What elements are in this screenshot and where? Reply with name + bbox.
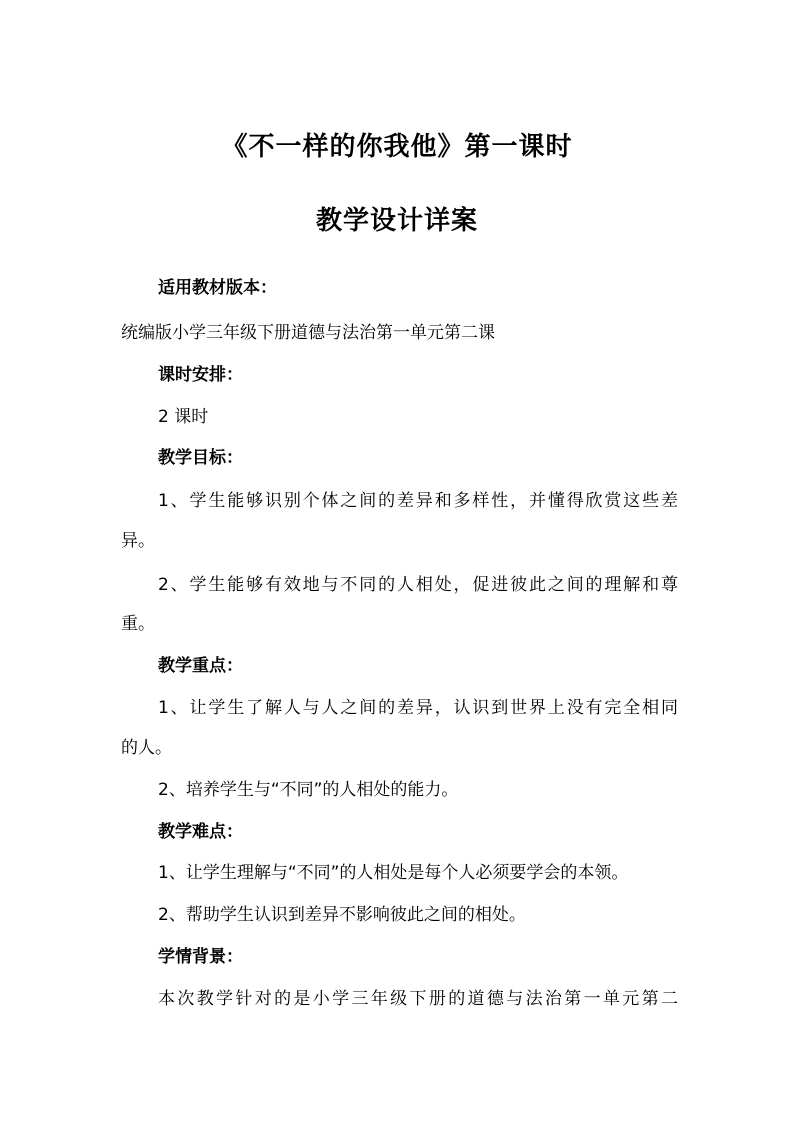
difficulties-heading: 教学难点： [158,822,243,842]
objective-item-1-line-2: 异。 [121,531,155,551]
difficulty-item-2: 2、帮助学生认识到差异不影响彼此之间的相处。 [158,905,526,925]
key-point-item-1-line-2: 的人。 [121,738,172,758]
objective-item-1-line-1: 1、学生能够识别个体之间的差异和多样性，并懂得欣赏这些差 [158,491,678,511]
document-title: 《不一样的你我他》第一课时 [221,132,573,162]
objectives-heading: 教学目标： [158,448,243,468]
textbook-content: 统编版小学三年级下册道德与法治第一单元第二课 [121,323,495,343]
key-point-item-1-line-1: 1、让学生了解人与人之间的差异，认识到世界上没有完全相同 [158,698,678,718]
key-points-heading: 教学重点： [158,656,243,676]
schedule-heading: 课时安排： [158,365,243,385]
objective-item-2-line-2: 重。 [121,614,155,634]
schedule-content: 2 课时 [158,407,209,427]
objective-item-2-line-1: 2、学生能够有效地与不同的人相处，促进彼此之间的理解和尊 [158,575,678,595]
document-subtitle: 教学设计详案 [315,206,478,236]
background-heading: 学情背景： [158,947,243,967]
textbook-heading: 适用教材版本： [158,278,277,298]
key-point-item-2: 2、培养学生与“不同”的人相处的能力。 [158,780,459,800]
difficulty-item-1: 1、让学生理解与“不同”的人相处是每个人必须要学会的本领。 [158,863,629,883]
background-content-line-1: 本次教学针对的是小学三年级下册的道德与法治第一单元第二 [158,989,678,1009]
